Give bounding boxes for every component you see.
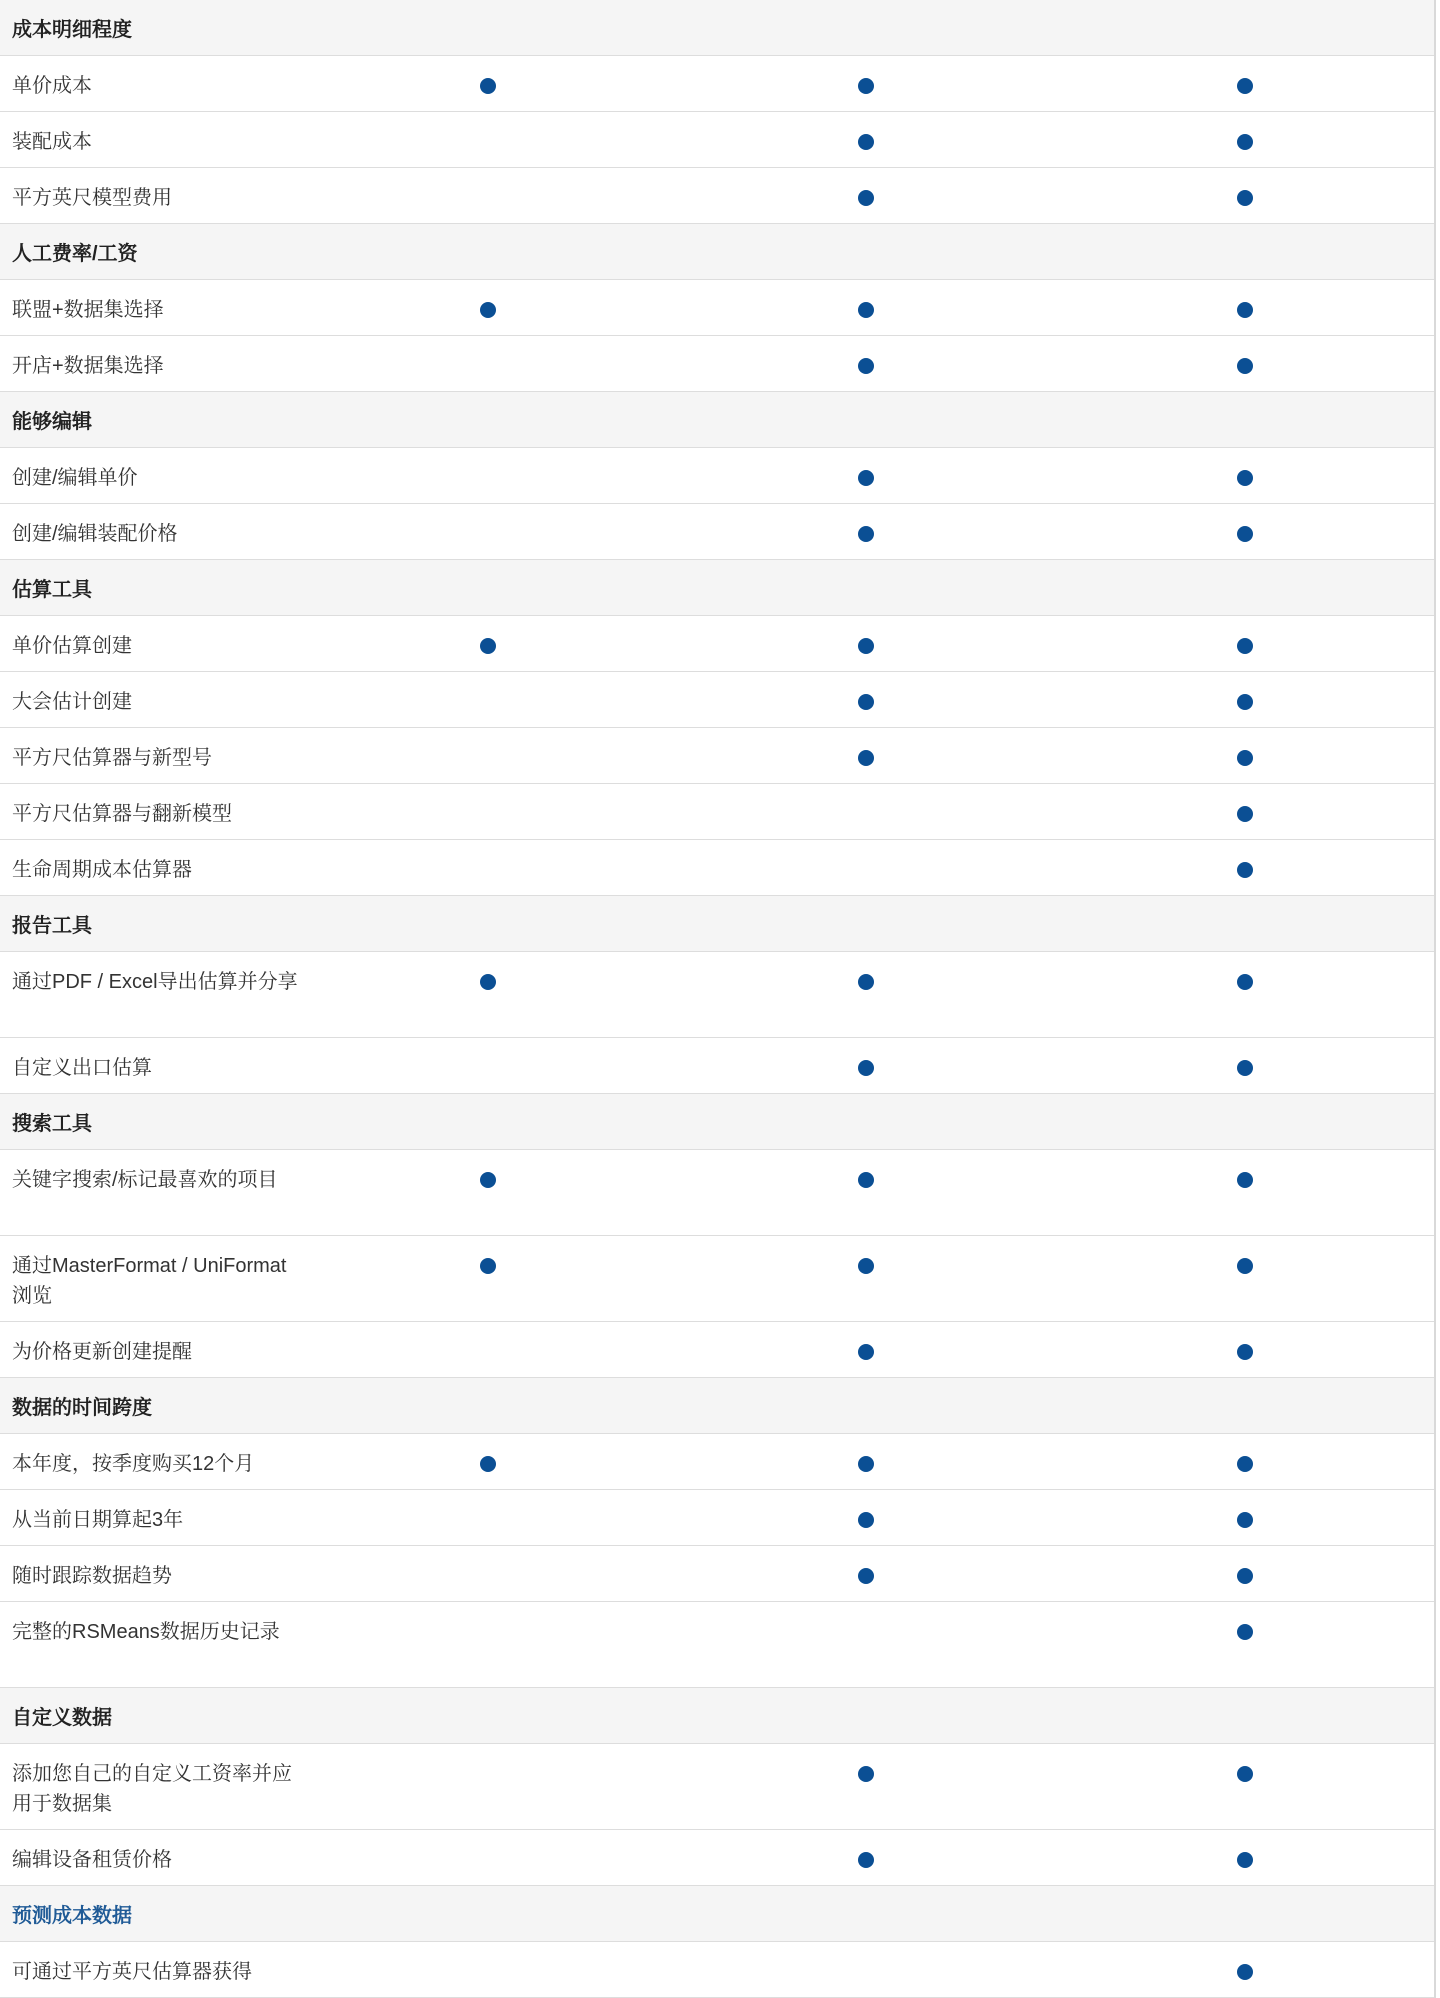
included-dot-icon bbox=[1237, 1964, 1253, 1980]
feature-row bbox=[0, 1236, 1434, 1322]
feature-label: 单价估算创建 bbox=[12, 635, 132, 657]
included-dot-icon bbox=[480, 302, 496, 318]
feature-label: 平方英尺模型费用 bbox=[12, 187, 172, 209]
feature-row bbox=[0, 56, 1434, 112]
feature-row bbox=[0, 1546, 1434, 1602]
included-dot-icon bbox=[858, 1344, 874, 1360]
included-dot-icon bbox=[1237, 134, 1253, 150]
feature-row bbox=[0, 1322, 1434, 1378]
feature-row bbox=[0, 672, 1434, 728]
feature-label: 联盟+数据集选择 bbox=[12, 299, 164, 321]
included-dot-icon bbox=[1237, 1512, 1253, 1528]
included-dot-icon bbox=[858, 1172, 874, 1188]
section-header-row bbox=[0, 896, 1434, 952]
included-dot-icon bbox=[858, 694, 874, 710]
feature-label: 完整的RSMeans数据历史记录 bbox=[12, 1621, 280, 1643]
feature-row bbox=[0, 616, 1434, 672]
included-dot-icon bbox=[480, 1456, 496, 1472]
included-dot-icon bbox=[1237, 750, 1253, 766]
feature-row bbox=[0, 336, 1434, 392]
included-dot-icon bbox=[858, 1456, 874, 1472]
included-dot-icon bbox=[480, 78, 496, 94]
feature-row bbox=[0, 112, 1434, 168]
feature-row bbox=[0, 840, 1434, 896]
feature-label: 为价格更新创建提醒 bbox=[12, 1341, 192, 1363]
feature-label: 自定义出口估算 bbox=[12, 1057, 152, 1079]
included-dot-icon bbox=[480, 974, 496, 990]
feature-label: 平方尺估算器与翻新模型 bbox=[12, 803, 232, 825]
section-header-row bbox=[0, 560, 1434, 616]
feature-row bbox=[0, 168, 1434, 224]
feature-label: 可通过平方英尺估算器获得 bbox=[12, 1961, 252, 1983]
included-dot-icon bbox=[1237, 1624, 1253, 1640]
feature-label: 创建/编辑单价 bbox=[12, 467, 138, 489]
included-dot-icon bbox=[858, 1852, 874, 1868]
feature-label: 本年度，按季度购买12个月 bbox=[12, 1453, 255, 1475]
included-dot-icon bbox=[480, 1258, 496, 1274]
section-title[interactable]: 预测成本数据 bbox=[12, 1905, 132, 1927]
section-header-row bbox=[0, 0, 1434, 56]
included-dot-icon bbox=[858, 302, 874, 318]
included-dot-icon bbox=[858, 638, 874, 654]
section-header-row bbox=[0, 1688, 1434, 1744]
included-dot-icon bbox=[1237, 1344, 1253, 1360]
feature-row bbox=[0, 1490, 1434, 1546]
included-dot-icon bbox=[480, 1172, 496, 1188]
included-dot-icon bbox=[1237, 470, 1253, 486]
section-title: 成本明细程度 bbox=[12, 19, 132, 41]
included-dot-icon bbox=[858, 974, 874, 990]
included-dot-icon bbox=[1237, 302, 1253, 318]
included-dot-icon bbox=[858, 1766, 874, 1782]
section-title: 数据的时间跨度 bbox=[12, 1397, 152, 1419]
included-dot-icon bbox=[1237, 1172, 1253, 1188]
included-dot-icon bbox=[858, 750, 874, 766]
included-dot-icon bbox=[858, 1512, 874, 1528]
section-header-row bbox=[0, 1378, 1434, 1434]
included-dot-icon bbox=[1237, 974, 1253, 990]
included-dot-icon bbox=[858, 78, 874, 94]
section-title: 搜索工具 bbox=[12, 1113, 92, 1135]
section-header-row bbox=[0, 392, 1434, 448]
feature-label: 通过PDF / Excel导出估算并分享 bbox=[12, 971, 298, 993]
feature-row bbox=[0, 1830, 1434, 1886]
section-header-row bbox=[0, 1094, 1434, 1150]
included-dot-icon bbox=[1237, 190, 1253, 206]
section-title: 报告工具 bbox=[12, 915, 92, 937]
feature-label: 添加您自己的自定义工资率并应用于数据集 bbox=[12, 1763, 292, 1815]
included-dot-icon bbox=[1237, 526, 1253, 542]
feature-label: 编辑设备租赁价格 bbox=[12, 1849, 172, 1871]
feature-row bbox=[0, 952, 1434, 1038]
section-title: 估算工具 bbox=[12, 579, 92, 601]
feature-row bbox=[0, 728, 1434, 784]
included-dot-icon bbox=[858, 358, 874, 374]
feature-label: 从当前日期算起3年 bbox=[12, 1509, 184, 1531]
included-dot-icon bbox=[858, 1060, 874, 1076]
included-dot-icon bbox=[858, 134, 874, 150]
included-dot-icon bbox=[858, 1258, 874, 1274]
included-dot-icon bbox=[1237, 1060, 1253, 1076]
feature-label: 关键字搜索/标记最喜欢的项目 bbox=[12, 1169, 278, 1191]
included-dot-icon bbox=[1237, 358, 1253, 374]
feature-label: 大会估计创建 bbox=[12, 691, 132, 713]
feature-row bbox=[0, 784, 1434, 840]
included-dot-icon bbox=[1237, 1568, 1253, 1584]
included-dot-icon bbox=[858, 526, 874, 542]
feature-row bbox=[0, 1434, 1434, 1490]
included-dot-icon bbox=[858, 190, 874, 206]
feature-row bbox=[0, 504, 1434, 560]
included-dot-icon bbox=[1237, 1456, 1253, 1472]
feature-row bbox=[0, 1744, 1434, 1830]
feature-label: 创建/编辑装配价格 bbox=[12, 523, 178, 545]
included-dot-icon bbox=[1237, 1258, 1253, 1274]
feature-label: 通过MasterFormat / UniFormat浏览 bbox=[12, 1255, 287, 1307]
feature-row bbox=[0, 448, 1434, 504]
included-dot-icon bbox=[1237, 862, 1253, 878]
section-title: 能够编辑 bbox=[12, 411, 92, 433]
feature-label: 装配成本 bbox=[12, 131, 92, 153]
section-title: 自定义数据 bbox=[12, 1707, 112, 1729]
feature-row bbox=[0, 1602, 1434, 1688]
feature-row bbox=[0, 1942, 1434, 1998]
included-dot-icon bbox=[480, 638, 496, 654]
included-dot-icon bbox=[1237, 1852, 1253, 1868]
feature-label: 随时跟踪数据趋势 bbox=[12, 1565, 172, 1587]
included-dot-icon bbox=[1237, 1766, 1253, 1782]
included-dot-icon bbox=[1237, 694, 1253, 710]
section-header-row[interactable] bbox=[0, 1886, 1434, 1942]
section-header-row bbox=[0, 224, 1434, 280]
feature-row bbox=[0, 1038, 1434, 1094]
included-dot-icon bbox=[858, 1568, 874, 1584]
included-dot-icon bbox=[858, 470, 874, 486]
included-dot-icon bbox=[1237, 806, 1253, 822]
included-dot-icon bbox=[1237, 638, 1253, 654]
feature-label: 单价成本 bbox=[12, 75, 92, 97]
feature-label: 开店+数据集选择 bbox=[12, 355, 164, 377]
feature-label: 平方尺估算器与新型号 bbox=[12, 747, 212, 769]
feature-row bbox=[0, 280, 1434, 336]
section-title: 人工费率/工资 bbox=[12, 243, 138, 265]
included-dot-icon bbox=[1237, 78, 1253, 94]
feature-label: 生命周期成本估算器 bbox=[12, 859, 192, 881]
feature-row bbox=[0, 1150, 1434, 1236]
